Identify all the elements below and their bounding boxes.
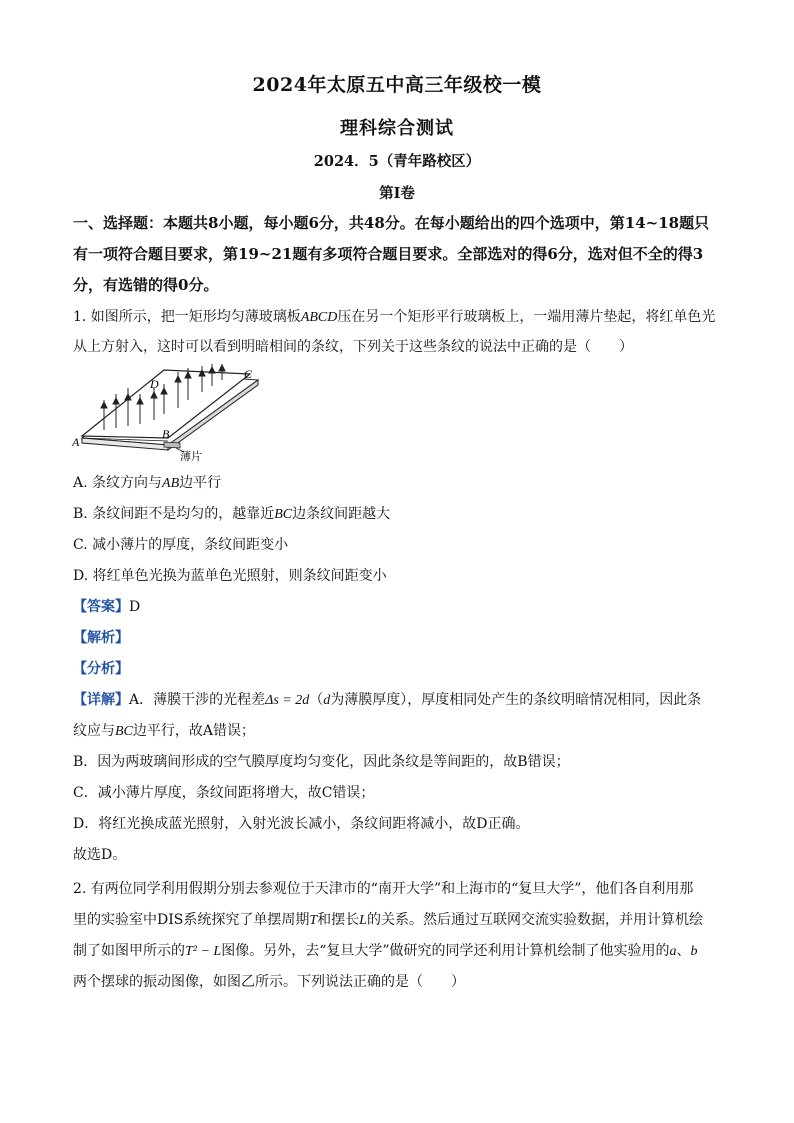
q1-figure-glass-plates — [68, 364, 268, 462]
q1-conclusion: 故选D。 — [73, 847, 127, 863]
q2-line1: 2. 有两位同学利用假期分别去参观位于天津市的“南开大学”和上海市的“复旦大学”，他们各自利用那 — [73, 881, 694, 897]
q1-stem-line1: 1. 如图所示，把一矩形均匀薄玻璃板ABCD压在另一个矩形平行玻璃板上，一端用薄片垫起，将红单色光 — [73, 309, 716, 325]
q1-detail-d: D．将红光换成蓝光照射，入射光波长减小，条纹间距将减小，故D正确。 — [73, 816, 530, 832]
exam-date-campus: 2024．5（青年路校区） — [313, 153, 481, 170]
shim-piece — [164, 442, 180, 448]
label-D: D — [150, 377, 159, 391]
q1-option-b: B. 条纹间距不是均匀的，越靠近BC边条纹间距越大 — [73, 506, 391, 522]
fenxi-tag: 【分析】 — [73, 661, 129, 677]
label-shim: 薄片 — [180, 450, 202, 462]
q1-answer — [73, 597, 140, 617]
q2-line3: 制了如图甲所示的T² − L图像。另外，去“复旦大学”做研究的同学还利用计算机绘制了他实验用的a、b — [73, 943, 698, 959]
label-A: A — [72, 435, 80, 449]
section-instructions: 一、选择题：本题共8小题，每小题6分，共48分。在每小题给出的四个选项中，第14~18题只有一项符合题目要求，第19~21题有多项符合题目要求。全部选对的得6分，选对但不全的得3分，有选错的得0分。 — [73, 214, 710, 294]
answer-tag: 【答案】 — [73, 599, 129, 615]
q1-option-c: C. 减小薄片的厚度，条纹间距变小 — [73, 537, 289, 553]
q1-detail-a-line2: 纹应与BC边平行，故A错误； — [73, 723, 256, 739]
exam-title: 2024年太原五中高三年级校一模 — [252, 74, 542, 96]
analysis-tag: 【解析】 — [73, 630, 129, 646]
label-C: C — [244, 367, 253, 381]
q1-detail-a-line1: 【详解】A．薄膜干涉的光程差Δs = 2d（d为薄膜厚度），厚度相同处产生的条纹明暗情况相同，因此条 — [73, 692, 702, 708]
t2-l-formula: T² − L — [185, 944, 222, 959]
volume-heading: 第Ⅰ卷 — [379, 185, 415, 202]
q1-stem-line2: 从上方射入，这时可以看到明暗相间的条纹，下列关于这些条纹的说法中正确的是（ ） — [73, 339, 633, 355]
answer-value: D — [129, 599, 141, 615]
label-B: B — [162, 427, 170, 441]
q1-detail-c: C．减小薄片厚度，条纹间距将增大，故C错误； — [73, 785, 375, 801]
q2-line4: 两个摆球的振动图像，如图乙所示。下列说法正确的是（ ） — [73, 974, 465, 990]
q1-detail-b: B．因为两玻璃间形成的空气膜厚度均匀变化，因此条纹是等间距的，故B错误； — [73, 754, 570, 770]
path-difference-formula: Δs = 2d — [265, 693, 310, 708]
exam-subject: 理科综合测试 — [340, 118, 454, 139]
q1-option-d: D. 将红单色光换为蓝单色光照射，则条纹间距变小 — [73, 568, 387, 584]
q2-line2: 里的实验室中DIS系统探究了单摆周期T和摆长L的关系。然后通过互联网交流实验数据，并用计算机绘 — [73, 912, 703, 928]
q1-option-a: A. 条纹方向与AB边平行 — [73, 475, 222, 491]
